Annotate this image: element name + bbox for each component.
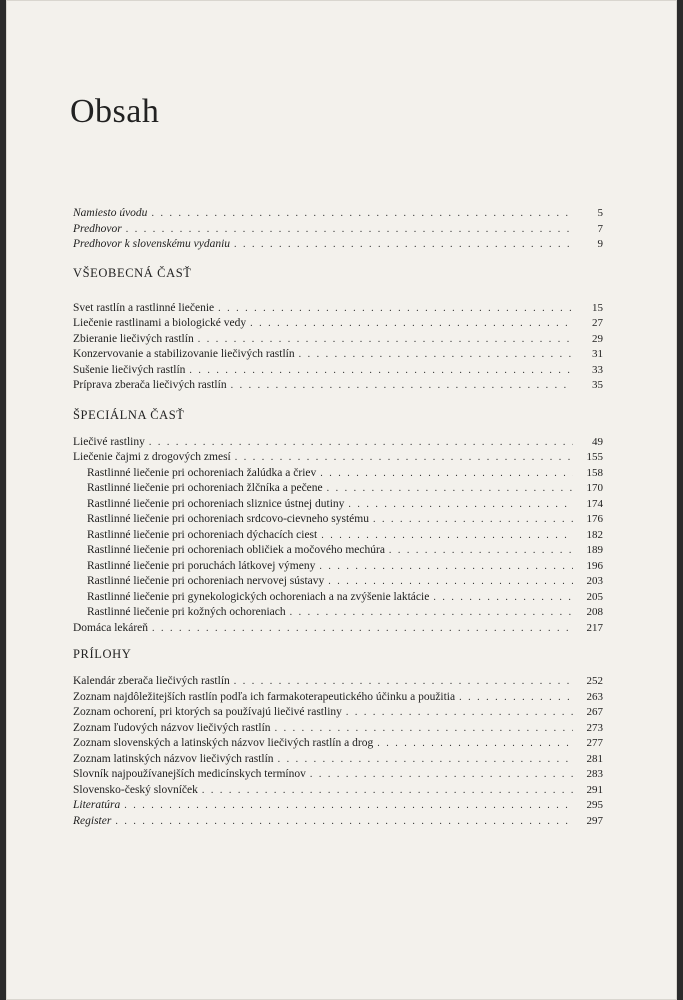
toc-entry-label: Konzervovanie a stabilizovanie liečivých rastlín — [73, 348, 295, 360]
toc-entry-label: Zoznam latinských názvov liečivých rastlín — [73, 752, 274, 765]
toc-entry-label: Predhovor k slovenskému vydaniu — [73, 238, 231, 250]
toc-entry-label: Rastlinné liečenie pri ochoreniach obličiek a močového mechúra — [87, 544, 385, 556]
dot-leader — [327, 481, 573, 497]
toc-entry — [73, 705, 603, 721]
toc-entry-page-number: 267 — [586, 706, 603, 718]
toc-entry — [73, 378, 603, 394]
toc-entry-page-number: 196 — [586, 559, 603, 572]
toc-entry-label: Rastlinné liečenie pri gynekologických ochoreniach a na zvýšenie laktácie — [87, 590, 430, 603]
toc-entry-label: Slovník najpoužívanejších medicínskych termínov — [73, 768, 306, 780]
toc-entry-page-number: 7 — [597, 222, 603, 235]
dot-leader — [320, 466, 573, 482]
toc-entry — [73, 621, 603, 637]
toc-entry — [73, 674, 603, 690]
section-heading: PRÍLOHY — [73, 647, 132, 661]
toc-entry-label: Sušenie liečivých rastlín — [73, 363, 186, 376]
toc-entry — [73, 512, 603, 528]
toc-entry — [73, 301, 603, 317]
dot-leader — [290, 605, 573, 621]
dot-leader — [126, 222, 573, 238]
dot-leader — [151, 206, 573, 222]
toc-entry — [73, 574, 603, 590]
toc-entry-label: Predhovor — [73, 222, 122, 235]
toc-entry-page-number: 35 — [592, 379, 603, 391]
toc-entry — [73, 206, 603, 222]
toc-entry-page-number: 263 — [586, 690, 603, 703]
toc-entry-page-number: 5 — [597, 207, 603, 219]
toc-entry-label: Rastlinné liečenie pri poruchách látkovej výmeny — [87, 559, 316, 572]
toc-entry — [73, 316, 603, 332]
toc-entry-label: Liečenie rastlinami a biologické vedy — [73, 317, 247, 329]
toc-entry-page-number: 277 — [586, 737, 603, 749]
dot-leader — [235, 450, 573, 466]
toc-entry-page-number: 281 — [586, 752, 603, 765]
toc-entry — [73, 543, 603, 559]
toc-entry-page-number: 33 — [592, 363, 603, 376]
toc-entry — [73, 814, 603, 830]
dot-leader — [250, 316, 573, 332]
toc-entry — [73, 767, 603, 783]
toc-entry-label: Rastlinné liečenie pri ochoreniach srdcovo-cievneho systému — [87, 513, 369, 525]
dot-leader — [218, 301, 573, 317]
toc-entry-page-number: 15 — [592, 301, 603, 314]
dot-leader — [321, 528, 573, 544]
toc-entry — [73, 736, 603, 752]
dot-leader — [231, 378, 573, 394]
dot-leader — [299, 347, 573, 363]
toc-entry-label: Literatúra — [73, 799, 121, 811]
dot-leader — [459, 690, 573, 706]
toc-entry-label: Rastlinné liečenie pri ochoreniach dýchacích ciest — [87, 528, 318, 541]
toc-entry-label: Slovensko-český slovníček — [73, 783, 198, 796]
toc-entry-page-number: 208 — [586, 606, 603, 618]
toc-entry-page-number: 158 — [586, 466, 603, 479]
toc-section — [73, 647, 603, 829]
toc-entry-label: Zbieranie liečivých rastlín — [73, 332, 194, 345]
toc-entry — [73, 721, 603, 737]
toc-entry-page-number: 155 — [586, 451, 603, 463]
toc-entry — [73, 605, 603, 621]
toc-entry-page-number: 297 — [586, 814, 603, 827]
toc-entry-label: Namiesto úvodu — [73, 207, 148, 219]
toc-entry-page-number: 49 — [592, 435, 603, 448]
toc-entry — [73, 332, 603, 348]
toc-entry-label: Domáca lekáreň — [73, 621, 149, 634]
toc-entry-page-number: 170 — [586, 482, 603, 494]
toc-entry — [73, 528, 603, 544]
toc-entry — [73, 590, 603, 606]
toc-entry-page-number: 27 — [592, 317, 603, 329]
toc-entry — [73, 752, 603, 768]
toc-entry-page-number: 189 — [586, 544, 603, 556]
dot-leader — [346, 705, 573, 721]
dot-leader — [319, 559, 573, 575]
dot-leader — [328, 574, 573, 590]
toc-entry — [73, 497, 603, 513]
toc-entry — [73, 559, 603, 575]
dot-leader — [348, 497, 573, 513]
dot-leader — [373, 512, 573, 528]
dot-leader — [149, 435, 573, 451]
toc-entry-page-number: 9 — [597, 238, 603, 250]
toc-entry-page-number: 205 — [586, 590, 603, 603]
toc-entry — [73, 450, 603, 466]
toc-entry-page-number: 217 — [586, 621, 603, 634]
toc-section — [73, 266, 603, 394]
toc-entry-page-number: 291 — [586, 783, 603, 796]
dot-leader — [377, 736, 573, 752]
toc-entry-page-number: 174 — [586, 497, 603, 510]
toc-entry-label: Liečenie čajmi z drogových zmesí — [73, 451, 231, 463]
toc-entry-page-number: 31 — [592, 348, 603, 360]
dot-leader — [202, 783, 573, 799]
toc-entry-label: Zoznam ochorení, pri ktorých sa používajú liečivé rastliny — [73, 706, 342, 718]
toc-entry — [73, 347, 603, 363]
dot-leader — [310, 767, 573, 783]
section-heading: VŠEOBECNÁ ČASŤ — [73, 265, 192, 280]
toc-entry — [73, 237, 603, 253]
dot-leader — [278, 752, 573, 768]
dot-leader — [189, 363, 573, 379]
dot-leader — [389, 543, 573, 559]
toc-entry-page-number: 176 — [586, 513, 603, 525]
toc-entry-page-number: 29 — [592, 332, 603, 345]
dot-leader — [433, 590, 573, 606]
toc-entry — [73, 435, 603, 451]
toc-entry-label: Rastlinné liečenie pri ochoreniach sliznice ústnej dutiny — [87, 497, 345, 510]
toc-entry-page-number: 295 — [586, 799, 603, 811]
toc-entry — [73, 481, 603, 497]
dot-leader — [198, 332, 573, 348]
toc-entry — [73, 783, 603, 799]
toc-entry-label: Kalendár zberača liečivých rastlín — [73, 675, 230, 687]
toc-section — [73, 206, 603, 253]
toc-entry-page-number: 283 — [586, 768, 603, 780]
toc-entry-label: Zoznam ľudových názvov liečivých rastlín — [73, 721, 271, 734]
book-page — [6, 0, 677, 1000]
toc-entry — [73, 798, 603, 814]
toc-entry-label: Zoznam slovenských a latinských názvov liečivých rastlín a drog — [73, 737, 374, 749]
toc-entry-label: Rastlinné liečenie pri ochoreniach žalúdka a čriev — [87, 466, 317, 479]
table-of-contents — [73, 206, 603, 829]
toc-entry-label: Register — [73, 814, 112, 827]
toc-entry-label: Zoznam najdôležitejších rastlín podľa ich farmakoterapeutického účinku a použitia — [73, 690, 456, 703]
toc-entry — [73, 690, 603, 706]
dot-leader — [234, 674, 573, 690]
toc-entry-label: Rastlinné liečenie pri ochoreniach žlčníka a pečene — [87, 482, 323, 494]
dot-leader — [275, 721, 573, 737]
section-heading: ŠPECIÁLNA ČASŤ — [73, 407, 185, 422]
toc-entry-label: Príprava zberača liečivých rastlín — [73, 379, 227, 391]
dot-leader — [124, 798, 573, 814]
toc-entry-label: Liečivé rastliny — [73, 435, 145, 448]
toc-entry — [73, 222, 603, 238]
dot-leader — [115, 814, 573, 830]
dot-leader — [234, 237, 573, 253]
toc-entry-page-number: 203 — [586, 575, 603, 587]
toc-entry-page-number: 273 — [586, 721, 603, 734]
toc-entry-page-number: 182 — [586, 528, 603, 541]
toc-entry — [73, 363, 603, 379]
dot-leader — [152, 621, 573, 637]
toc-entry-label: Rastlinné liečenie pri kožných ochoreniach — [87, 606, 286, 618]
toc-entry-label: Svet rastlín a rastlinné liečenie — [73, 301, 215, 314]
toc-section — [73, 408, 603, 637]
toc-entry-page-number: 252 — [586, 675, 603, 687]
toc-entry — [73, 466, 603, 482]
page-title: Obsah — [70, 92, 160, 130]
toc-entry-label: Rastlinné liečenie pri ochoreniach nervovej sústavy — [87, 575, 325, 587]
